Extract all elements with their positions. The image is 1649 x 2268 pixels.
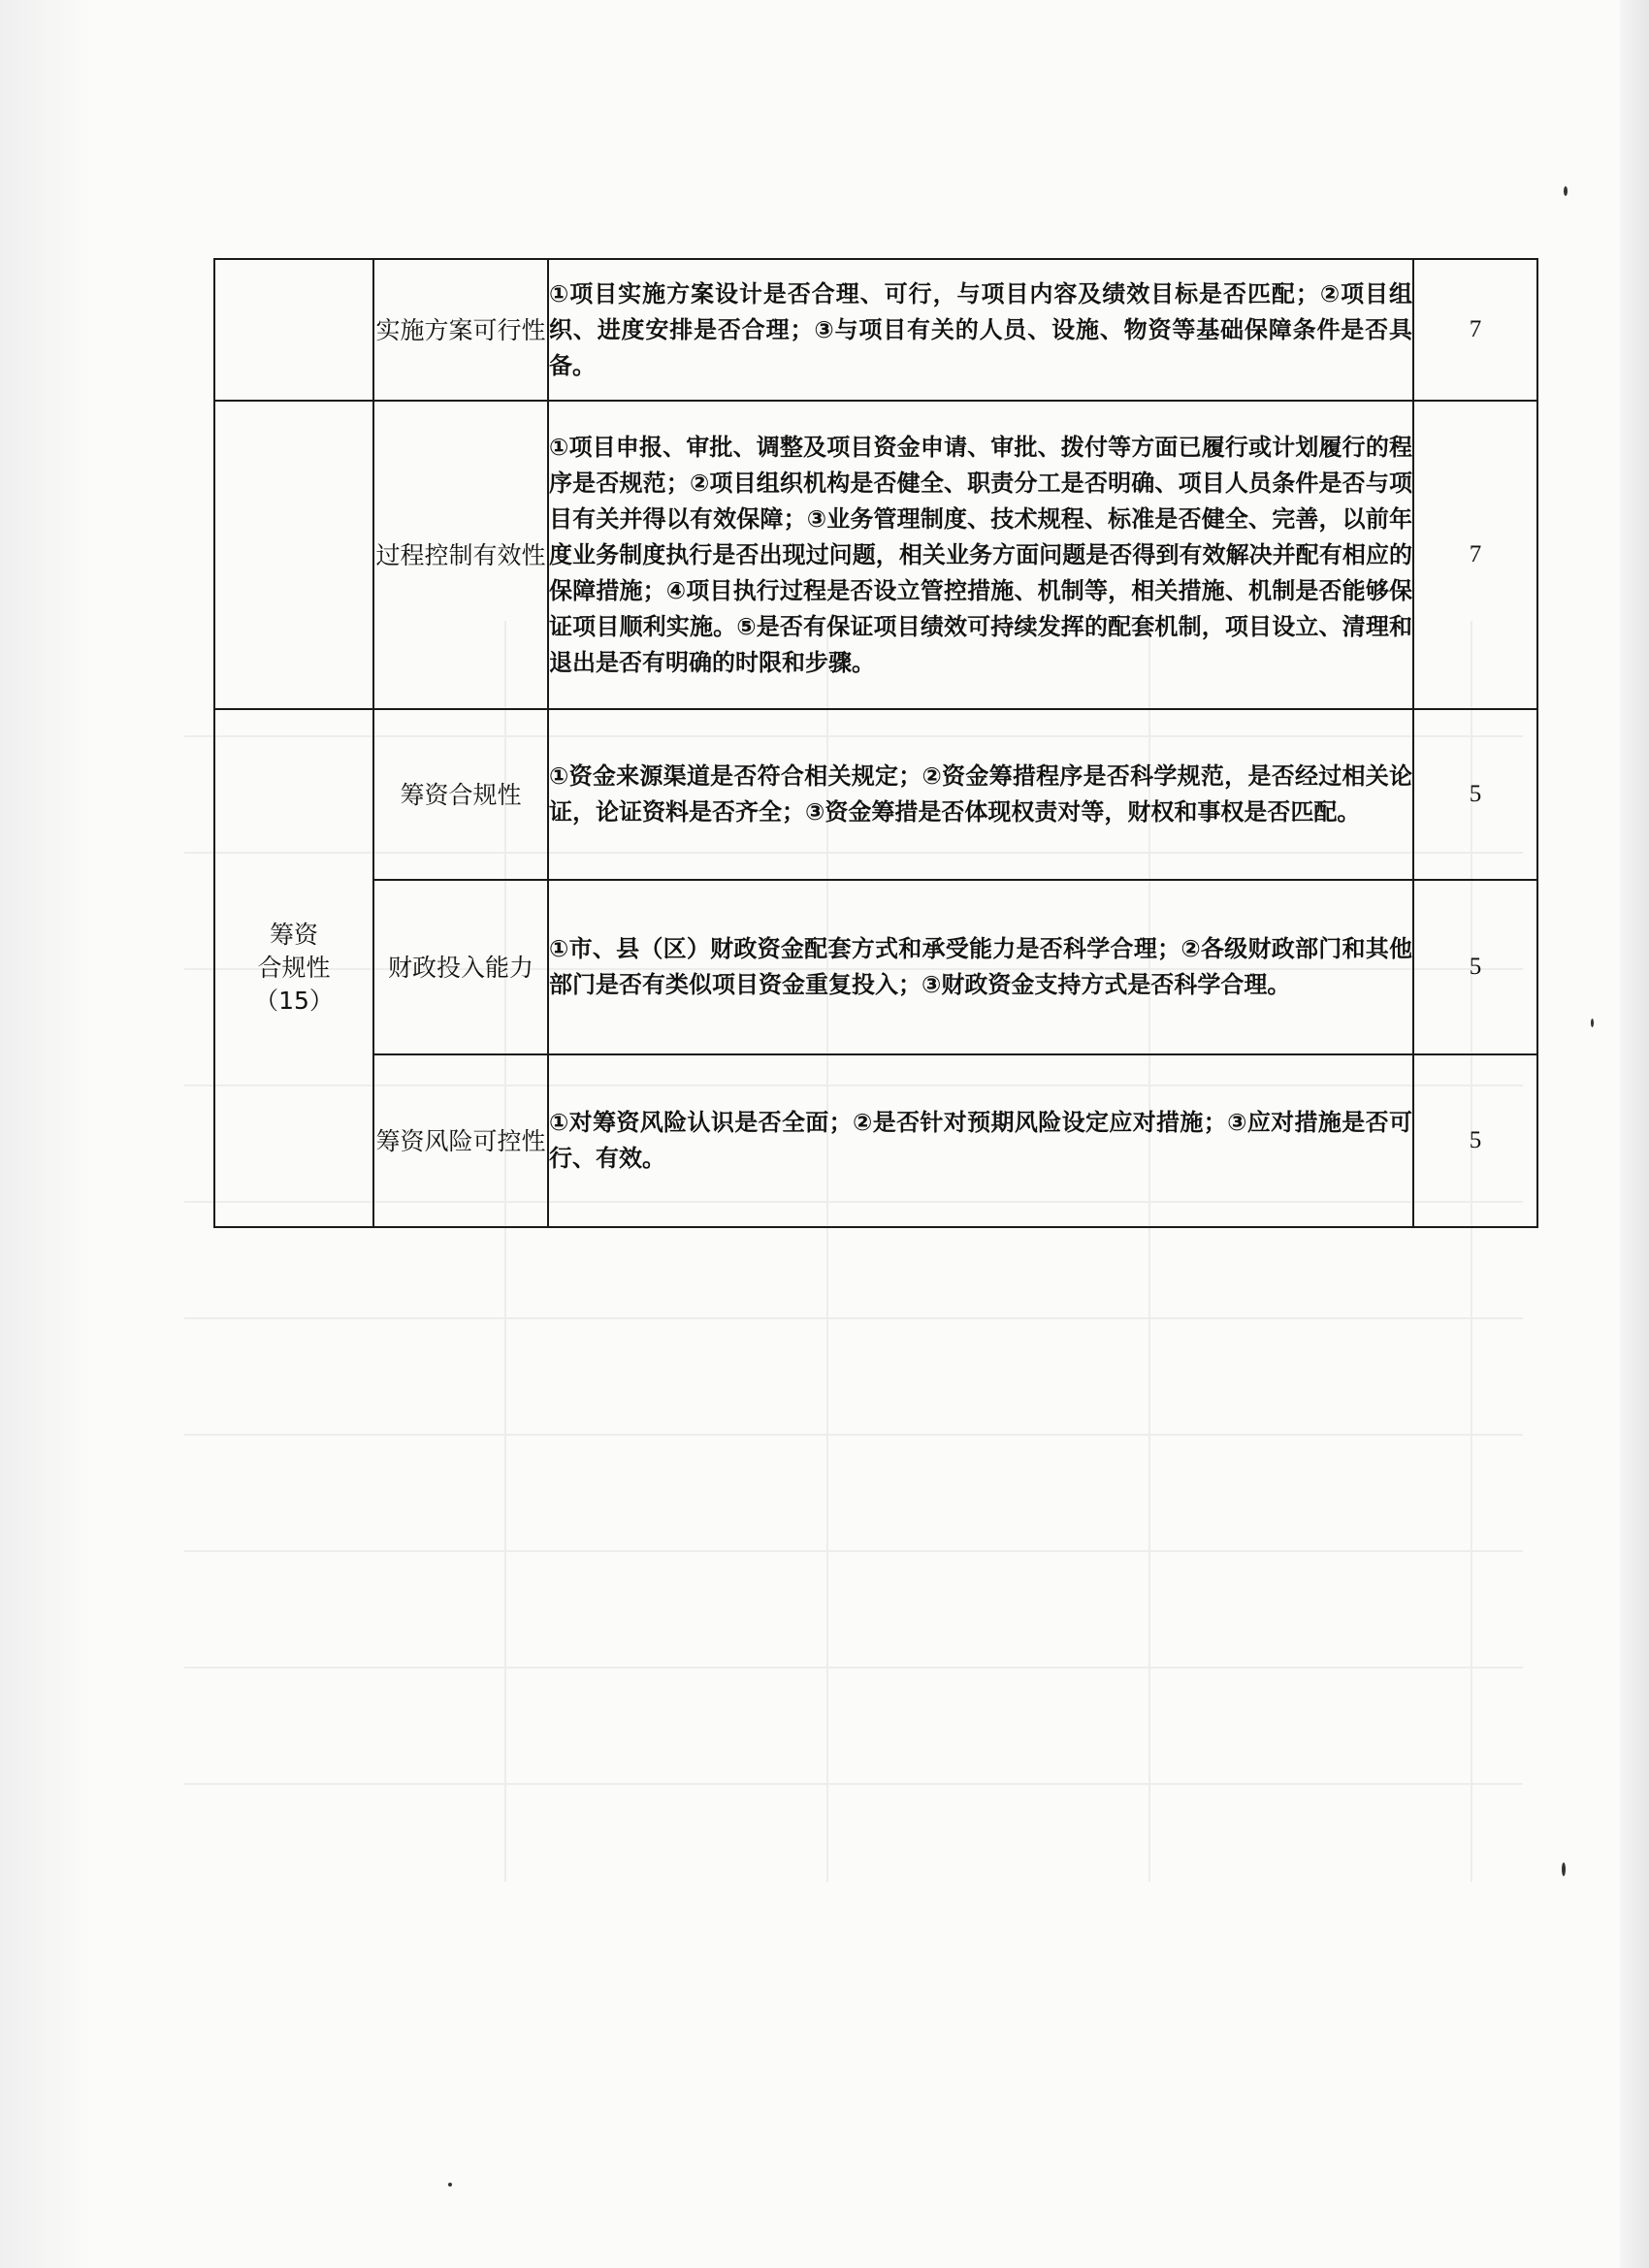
- category-label-line1: 筹资: [269, 921, 318, 949]
- scan-speck: [1564, 186, 1568, 196]
- category-cell-empty: [214, 401, 373, 709]
- table-row: [214, 401, 1537, 709]
- category-label-line3: （15）: [254, 987, 334, 1015]
- scan-edge-left: [0, 0, 92, 2268]
- indicator-cell: 财政投入能力: [373, 880, 548, 1054]
- table-row: [214, 259, 1537, 401]
- indicator-cell: 筹资合规性: [373, 709, 548, 880]
- criteria-cell: ①项目实施方案设计是否合理、可行，与项目内容及绩效目标是否匹配；②项目组织、进度安排是否合理；③与项目有关的人员、设施、物资等基础保障条件是否具备。: [548, 259, 1413, 401]
- scan-edge-right: [1620, 0, 1649, 2268]
- table-row: [214, 1054, 1537, 1227]
- category-cell: [214, 709, 373, 1227]
- category-cell-empty: [214, 259, 373, 401]
- score-cell: 5: [1413, 709, 1537, 880]
- table-row: [214, 709, 1537, 880]
- criteria-cell: ①市、县（区）财政资金配套方式和承受能力是否科学合理；②各级财政部门和其他部门是否有类似项目资金重复投入；③财政资金支持方式是否科学合理。: [548, 880, 1413, 1054]
- criteria-cell: ①资金来源渠道是否符合相关规定；②资金筹措程序是否科学规范，是否经过相关论证，论证资料是否齐全；③资金筹措是否体现权责对等，财权和事权是否匹配。: [548, 709, 1413, 880]
- score-cell: 7: [1413, 401, 1537, 709]
- score-cell: 7: [1413, 259, 1537, 401]
- score-cell: 5: [1413, 1054, 1537, 1227]
- indicator-cell: 实施方案可行性: [373, 259, 548, 401]
- indicator-cell: 筹资风险可控性: [373, 1054, 548, 1227]
- scan-speck: [1591, 1019, 1594, 1027]
- evaluation-criteria-table: [213, 258, 1538, 1228]
- criteria-cell: ①对筹资风险认识是否全面；②是否针对预期风险设定应对措施；③应对措施是否可行、有效。: [548, 1054, 1413, 1227]
- scan-speck: [448, 2183, 452, 2187]
- category-label-line2: 合规性: [257, 954, 331, 982]
- score-cell: 5: [1413, 880, 1537, 1054]
- scan-speck: [1562, 1863, 1566, 1876]
- criteria-cell: ①项目申报、审批、调整及项目资金申请、审批、拨付等方面已履行或计划履行的程序是否规范；②项目组织机构是否健全、职责分工是否明确、项目人员条件是否与项目有关并得以有效保障；③业务管理制度、技术规程、标准是否健全、完善，以前年度业务制度执行是否出现过问题，相关业务方面问题是否得到有效解决并配有相应的保障措施；④项目执行过程是否设立管控措施、机制等，相关措施、机制是否能够保证项目顺利实施。⑤是否有保证项目绩效可持续发挥的配套机制，项目设立、清理和退出是否有明确的时限和步骤。: [548, 401, 1413, 709]
- indicator-cell: 过程控制有效性: [373, 401, 548, 709]
- table-row: [214, 880, 1537, 1054]
